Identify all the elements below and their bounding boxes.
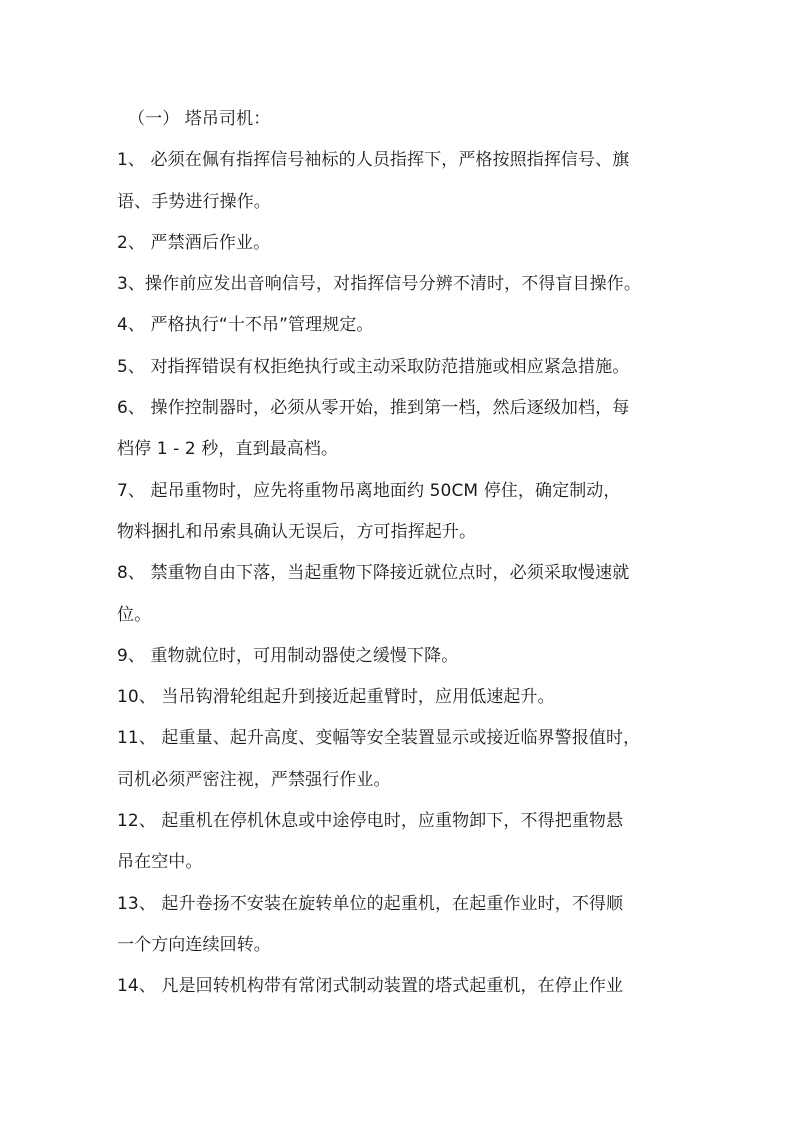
text-line: 6、 操作控制器时，必须从零开始，推到第一档，然后逐级加档，每 [117, 398, 630, 419]
text-line: 一个方向连续回转。 [117, 934, 271, 955]
text-line: 司机必须严密注视，严禁强行作业。 [117, 769, 391, 790]
text-line: 9、 重物就位时，可用制动器使之缓慢下降。 [117, 645, 459, 666]
text-line: 4、 严格执行“十不吊”管理规定。 [117, 315, 374, 336]
text-line: 2、 严禁酒后作业。 [117, 232, 271, 253]
text-line: 语、手势进行操作。 [117, 191, 271, 212]
text-line: 14、 凡是回转机构带有常闭式制动装置的塔式起重机，在停止作业 [117, 976, 624, 997]
text-line: 7、 起吊重物时，应先将重物吊离地面约 50CM 停住，确定制动， [117, 480, 621, 501]
text-line: 位。 [117, 604, 152, 625]
section-heading: （一） 塔吊司机： [128, 109, 271, 129]
text-line: 5、 对指挥错误有权拒绝执行或主动采取防范措施或相应紧急措施。 [117, 356, 630, 377]
text-line: 物料捆扎和吊索具确认无误后，方可指挥起升。 [117, 521, 477, 542]
document-body [117, 104, 677, 1013]
text-line: 1、 必须在佩有指挥信号袖标的人员指挥下，严格按照指挥信号、旗 [117, 150, 630, 171]
text-line: 吊在空中。 [117, 852, 203, 873]
text-line: 档停 1 - 2 秒，直到最高档。 [117, 439, 339, 460]
text-line: 12、 起重机在停机休息或中途停电时，应重物卸下，不得把重物悬 [117, 811, 624, 832]
text-line: 10、 当吊钩滑轮组起升到接近起重臂时，应用低速起升。 [117, 687, 555, 708]
text-line: 11、 起重量、起升高度、变幅等安全装置显示或接近临界警报值时， [117, 728, 641, 749]
text-line: 3、操作前应发出音响信号，对指挥信号分辨不清时，不得盲目操作。 [117, 274, 641, 295]
text-line: 13、 起升卷扬不安装在旋转单位的起重机，在起重作业时，不得顺 [117, 893, 624, 914]
text-line: 8、 禁重物自由下落，当起重物下降接近就位点时，必须采取慢速就 [117, 563, 630, 584]
